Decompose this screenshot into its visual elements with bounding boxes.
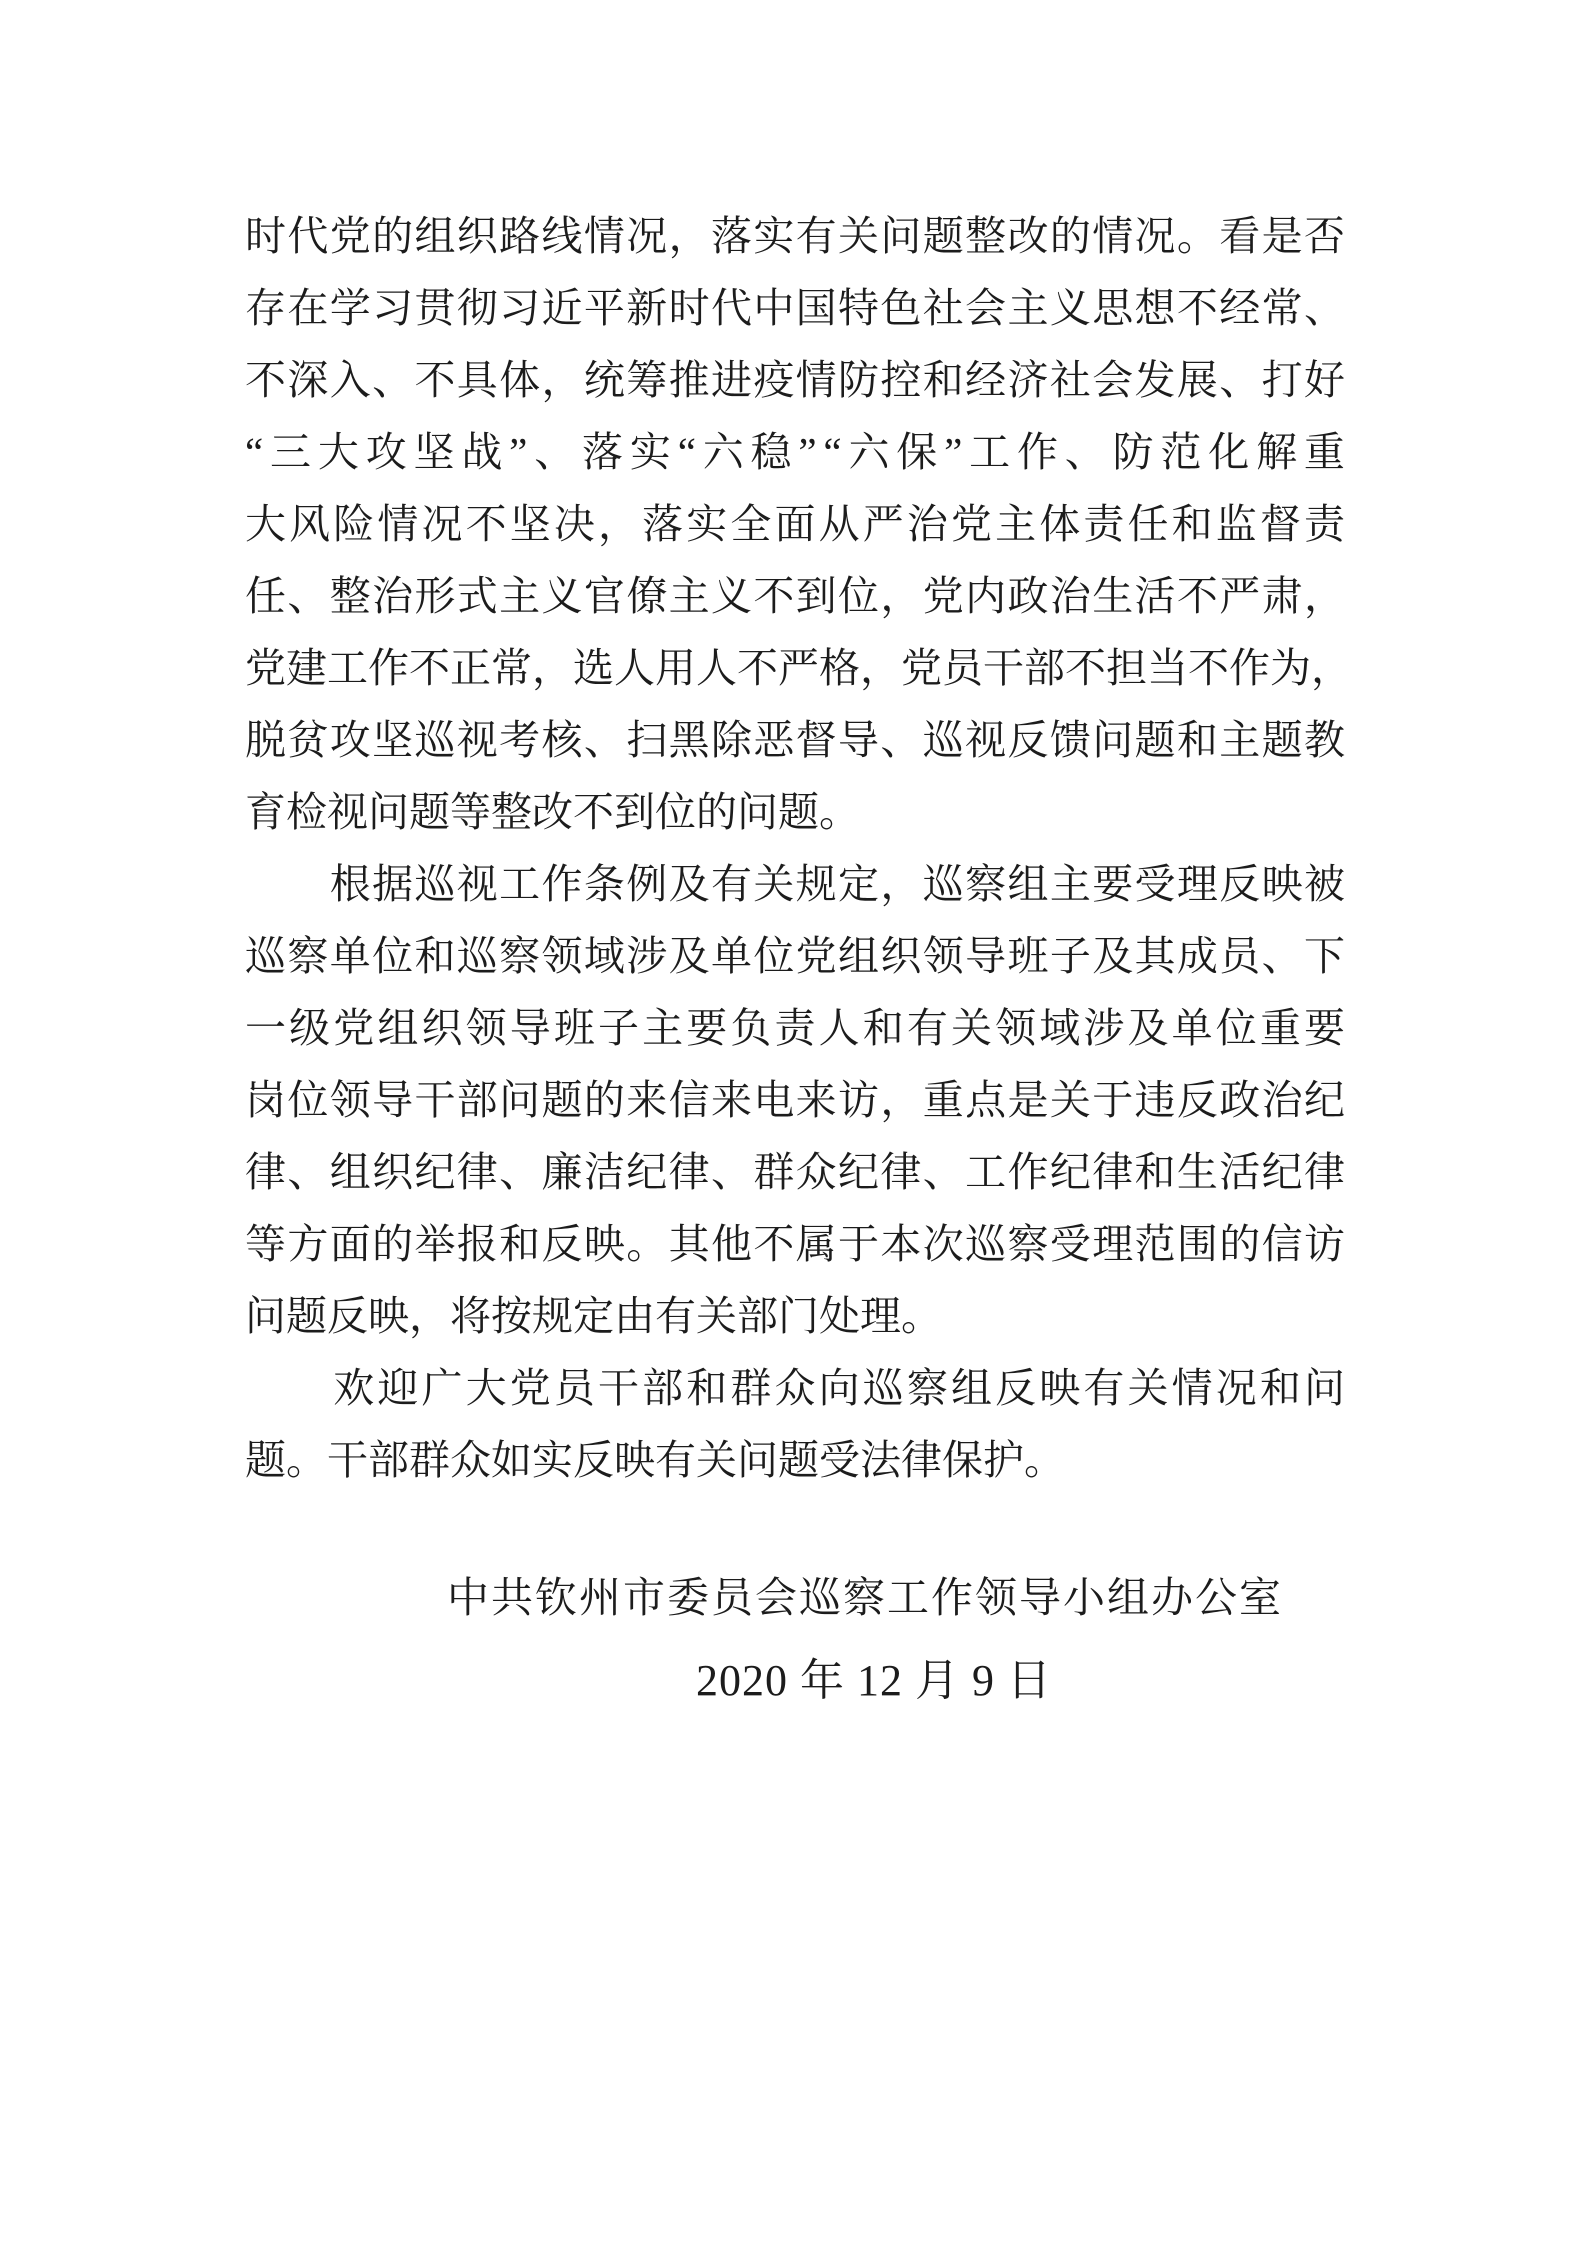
text-line: “ 三 大 攻 坚 战 ” 、 落 实 “ 六 稳 ” “ 六 保 ” 工 作 、 防 范 化 解 重 — [245, 429, 1345, 475]
date-line: 2020 年 12 月 9 日 — [696, 1656, 1052, 1705]
text-line: 问题反映，将按规定由有关部门处理。 — [245, 1293, 942, 1339]
text-line: 岗 位 领 导 干 部 问 题 的 来 信 来 电 来 访 ， 重 点 是 关 于 违 反 政 治 纪 — [245, 1077, 1345, 1123]
text-line: 欢 迎 广 大 党 员 干 部 和 群 众 向 巡 察 组 反 映 有 关 情 况 和 问 — [333, 1365, 1345, 1411]
signature-line: 中共钦州市委员会巡察工作领导小组办公室 — [446, 1576, 1283, 1622]
text-line: 巡 察 单 位 和 巡 察 领 域 涉 及 单 位 党 组 织 领 导 班 子 及 其 成 员 、 下 — [245, 933, 1345, 979]
text-line: 题。干部群众如实反映有关问题受法律保护。 — [245, 1437, 1065, 1483]
text-line: 育检视问题等整改不到位的问题。 — [245, 789, 860, 835]
text-line: 脱 贫 攻 坚 巡 视 考 核 、 扫 黑 除 恶 督 导 、 巡 视 反 馈 问 题 和 主 题 教 — [245, 717, 1345, 763]
text-line: 等 方 面 的 举 报 和 反 映 。 其 他 不 属 于 本 次 巡 察 受 理 范 围 的 信 访 — [245, 1221, 1345, 1267]
text-line: 时 代 党 的 组 织 路 线 情 况 ， 落 实 有 关 问 题 整 改 的 情 况 。 看 是 否 — [245, 213, 1345, 259]
text-line: 存 在 学 习 贯 彻 习 近 平 新 时 代 中 国 特 色 社 会 主 义 思 想 不 经 常 、 — [245, 285, 1345, 331]
text-line: 任 、 整 治 形 式 主 义 官 僚 主 义 不 到 位 ， 党 内 政 治 生 活 不 严 肃 ， — [245, 573, 1345, 619]
text-line: 律 、 组 织 纪 律 、 廉 洁 纪 律 、 群 众 纪 律 、 工 作 纪 律 和 生 活 纪 律 — [245, 1149, 1345, 1195]
text-line: 根 据 巡 视 工 作 条 例 及 有 关 规 定 ， 巡 察 组 主 要 受 理 反 映 被 — [329, 861, 1345, 907]
document-body — [245, 200, 1352, 1496]
text-line: 一 级 党 组 织 领 导 班 子 主 要 负 责 人 和 有 关 领 域 涉 及 单 位 重 要 — [245, 1005, 1345, 1051]
text-line: 党 建 工 作 不 正 常 ， 选 人 用 人 不 严 格 ， 党 员 干 部 不 担 当 不 作 为 ， — [245, 645, 1352, 691]
text-line: 大 风 险 情 况 不 坚 决 ， 落 实 全 面 从 严 治 党 主 体 责 任 和 监 督 责 — [245, 501, 1345, 547]
text-line: 不 深 入 、 不 具 体 ， 统 筹 推 进 疫 情 防 控 和 经 济 社 会 发 展 、 打 好 — [245, 357, 1345, 403]
